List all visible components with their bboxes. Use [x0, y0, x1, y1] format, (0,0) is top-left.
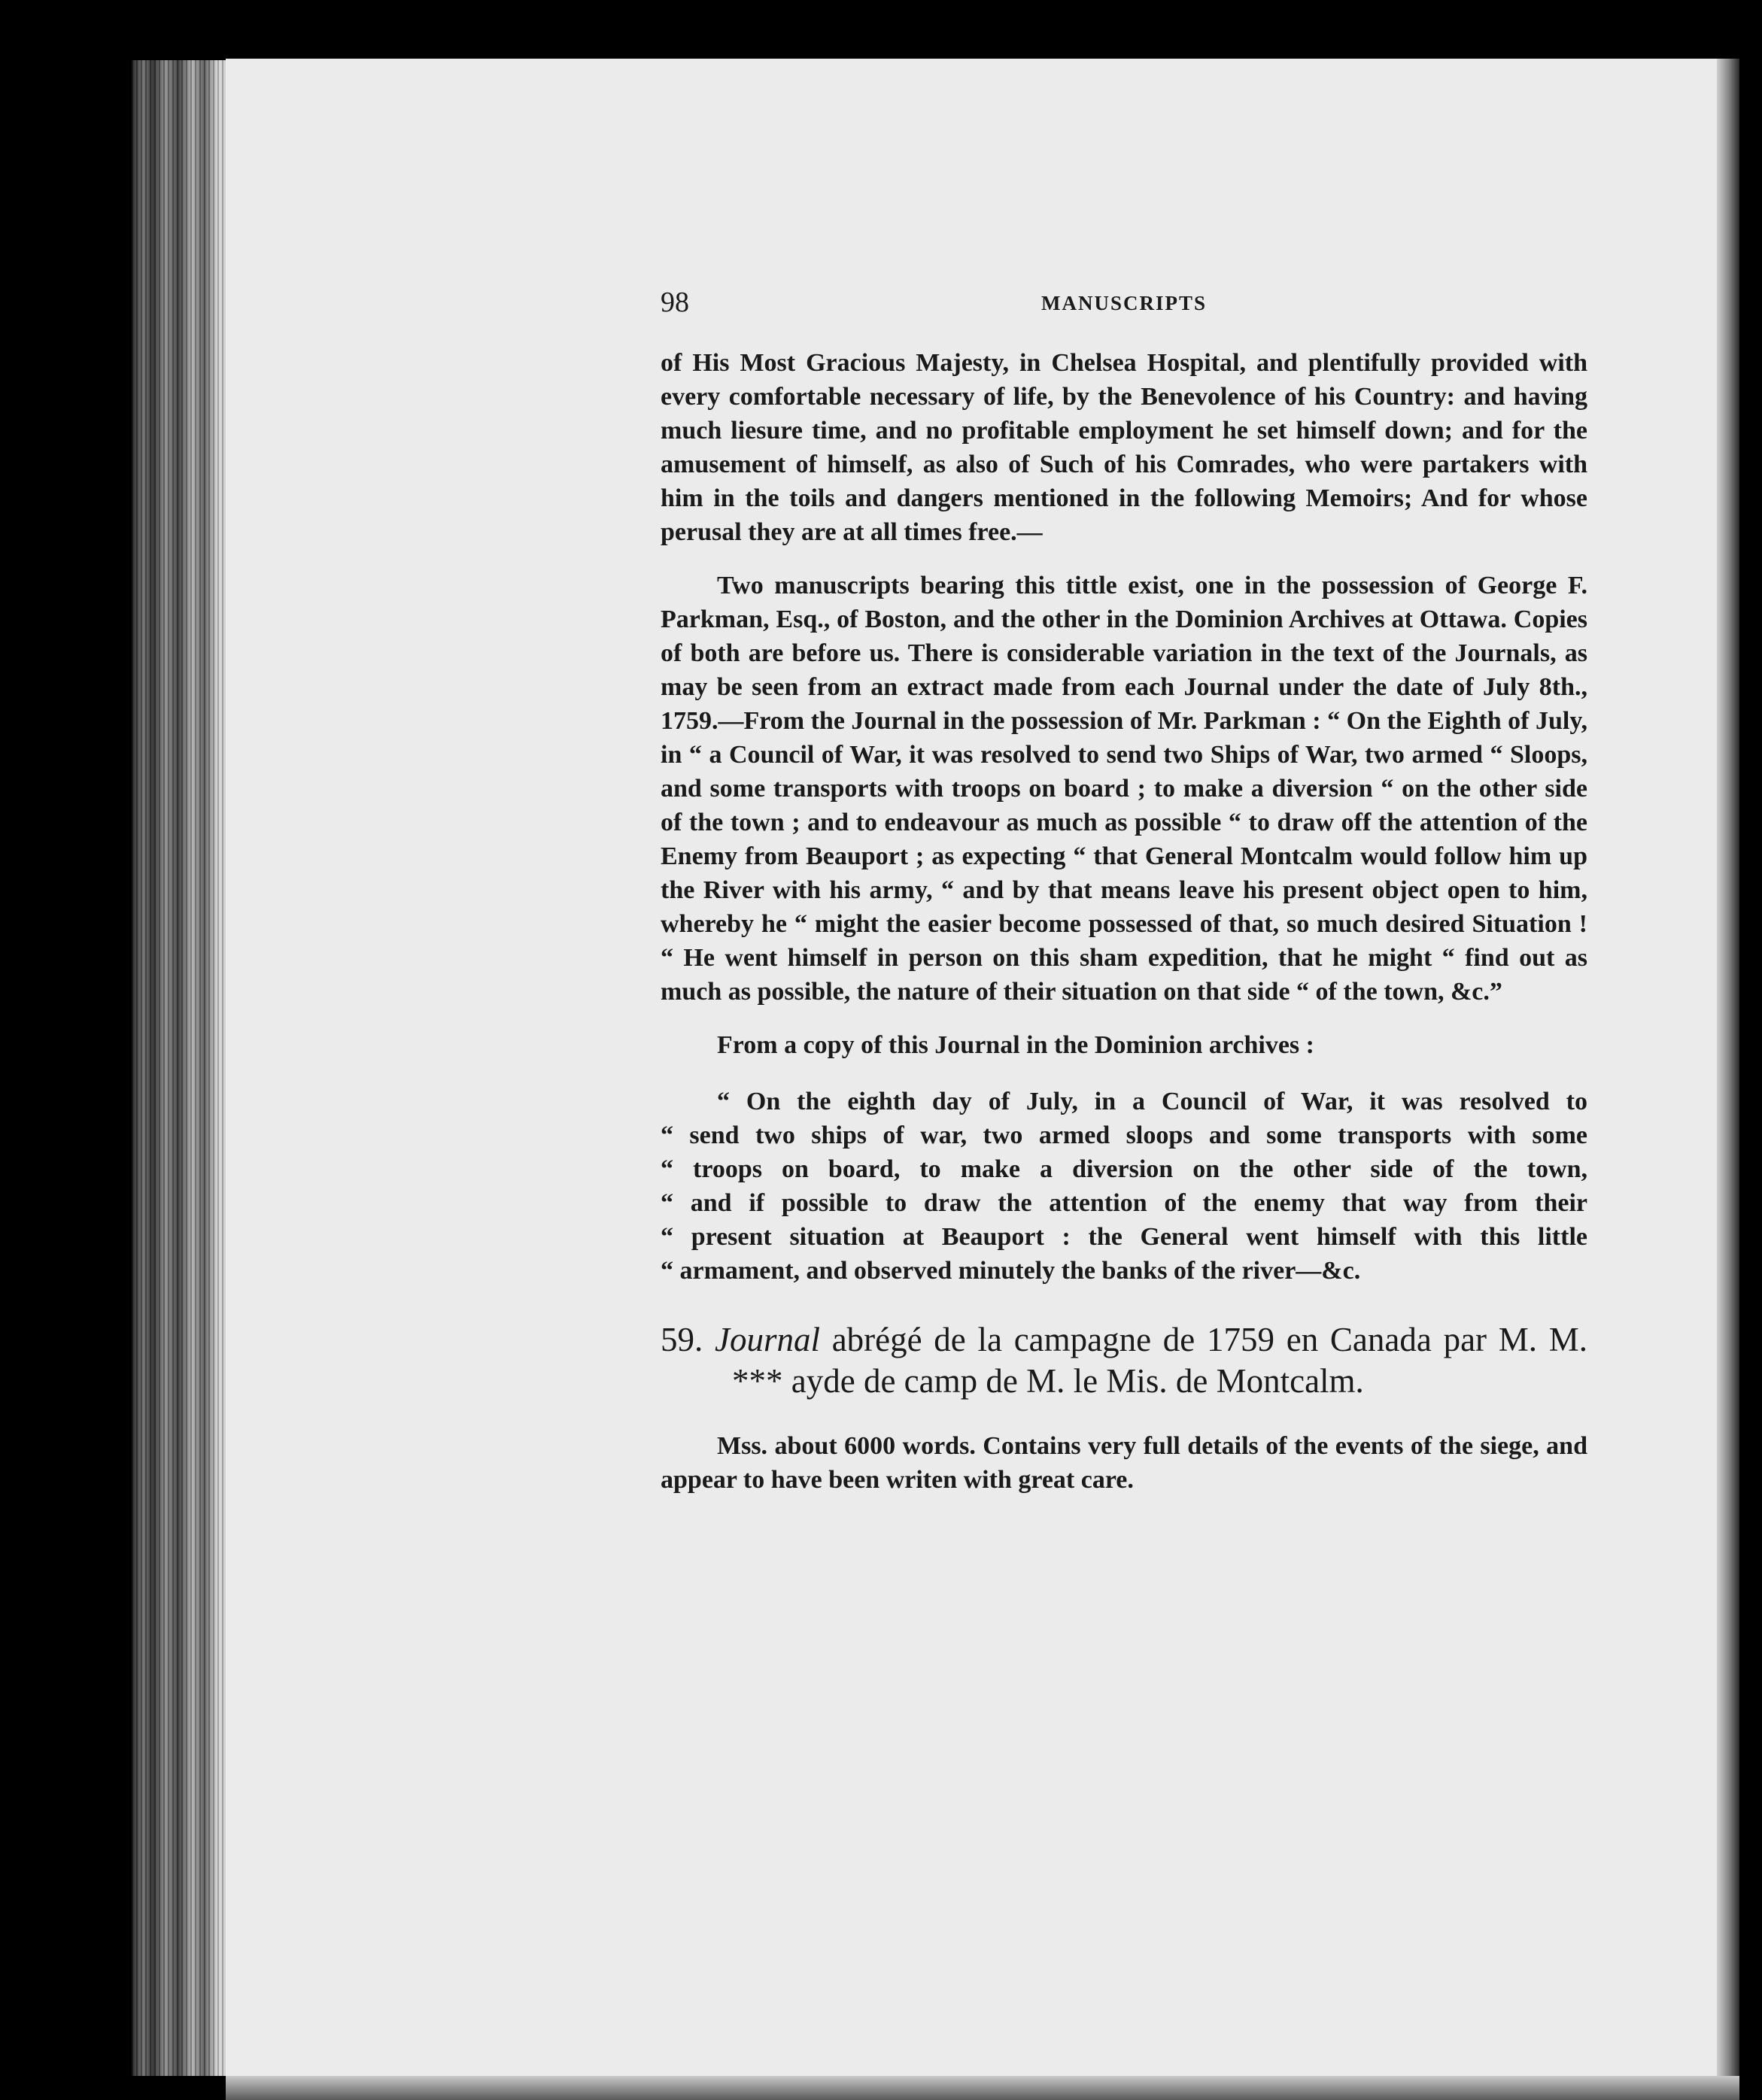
quote-line: “ send two ships of war, two armed sloops and some transports with some: [661, 1121, 1587, 1149]
entry-title-italic: Journal: [714, 1321, 820, 1358]
entry-title-rest: abrégé de la campagne de 1759 en Canada par M. M. *** ayde de camp de M. le Mis. de Montcalm.: [732, 1321, 1587, 1400]
paragraph-dominion-copy: From a copy of this Journal in the Dominion archives :: [717, 1031, 1314, 1059]
page-content: [661, 286, 1587, 1497]
book-spine-texture: [132, 60, 229, 2076]
page-bottom-edge: [226, 2076, 1739, 2100]
running-title: MANUSCRIPTS: [1040, 292, 1208, 314]
entry-heading-59: [661, 1319, 1587, 1402]
page-number: 98: [661, 287, 689, 318]
quoted-extract: [661, 1085, 1587, 1288]
entry-number: 59.: [661, 1321, 703, 1358]
quote-line: “ troops on board, to make a diversion on the other side of the town,: [661, 1155, 1587, 1183]
running-head: [661, 286, 1587, 328]
quote-line: “ On the eighth day of July, in a Council of War, it was resolved to: [717, 1088, 1587, 1115]
paragraph-two-manuscripts: Two manuscripts bearing this tittle exist, one in the possession of George F. Parkman, Esq., of Boston, and the other in the Dominion Archives at Ottawa. Copies of both are before us. There is considerable variation in the text of the Journals, as may be seen from an extract made from each Journal under the date of July 8th., 1759.—From the Journal in the possession of Mr. Parkman : “ On the Eighth of July, in “ a Council of War, it was resolved to send two Ships of War, two armed “ Sloops, and some transports with troops on board ; to make a diversion “ on the other side of the town ; and to endeavour as much as possible “ to draw off the attention of the Enemy from Beauport ; as expecting “ that General Montcalm would follow him up the River with his army, “ and by that means leave his present object open to him, whereby he “ might the easier become possessed of that, so much desired Situation ! “ He went himself in person on this sham expedition, that he might “ find out as much as possible, the nature of their situation on that side “ of the town, &c.”: [661, 572, 1587, 1006]
quote-line: “ present situation at Beauport : the General went himself with this little: [661, 1223, 1587, 1251]
mss-note: Mss. about 6000 words. Contains very full details of the events of the siege, and appear to have been writen with great care.: [661, 1432, 1587, 1494]
paragraph-continuation: of His Most Gracious Majesty, in Chelsea Hospital, and plentifully provided with every comfortable necessary of life, by the Benevolence of his Country: and having much liesure time, and no profitable employment he set himself down; and for the amusement of himself, as also of Such of his Comrades, who were partakers with him in the toils and dangers mentioned in the following Memoirs; And for whose perusal they are at all times free.—: [661, 349, 1587, 546]
quote-line: “ armament, and observed minutely the banks of the river—&c.: [661, 1257, 1361, 1285]
quote-line: “ and if possible to draw the attention of the enemy that way from their: [661, 1189, 1587, 1217]
page-right-edge: [1717, 59, 1739, 2082]
